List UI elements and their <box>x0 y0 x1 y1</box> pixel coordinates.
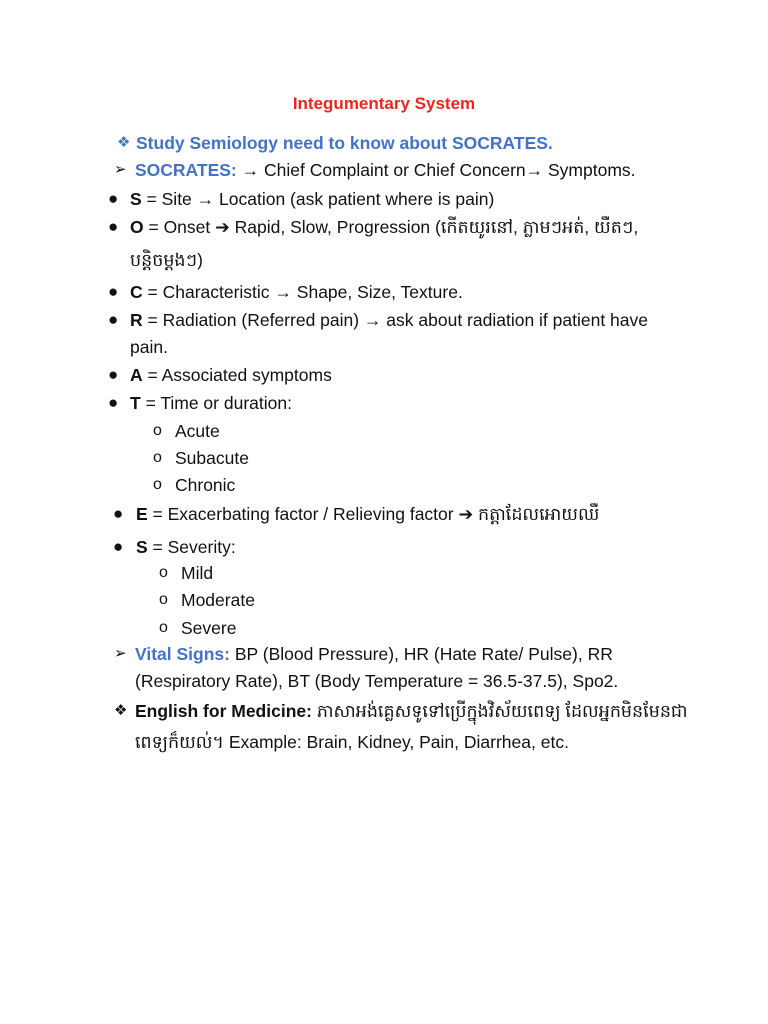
bullet-icon: ● <box>113 537 124 556</box>
circle-bullet-icon: o <box>159 619 168 636</box>
item-onset <box>130 216 638 238</box>
circle-bullet-icon: o <box>153 422 162 439</box>
socrates-text: → Chief Complaint or Chief Concern→ Symptoms. <box>236 160 636 180</box>
vital-signs-text: BP (Blood Pressure), HR (Hate Rate/ Pulse), RR <box>229 644 613 664</box>
page-title: Integumentary System <box>292 94 476 113</box>
item-characteristic <box>130 281 463 303</box>
item-radiation <box>130 309 648 331</box>
english-medicine-line <box>135 700 688 722</box>
item-key: C <box>130 282 143 302</box>
socrates-line <box>135 159 636 181</box>
circle-bullet-icon: o <box>153 449 162 466</box>
item-onset-continued: បន្តិចម្ដងៗ) <box>130 250 203 270</box>
item-text: = Characteristic → Shape, Size, Texture. <box>142 282 463 302</box>
item-key: S <box>136 537 148 557</box>
sub-item-acute: Acute <box>175 421 220 441</box>
bullet-icon: ● <box>108 282 119 301</box>
item-text: = Radiation (Referred pain) → ask about radiation if patient have <box>142 310 649 330</box>
sub-item-subacute: Subacute <box>175 448 249 468</box>
item-key: S <box>130 189 142 209</box>
socrates-label: SOCRATES: <box>135 160 237 180</box>
diamond-bullet-icon: ❖ <box>117 134 131 151</box>
item-key: R <box>130 310 143 330</box>
item-key: A <box>130 365 143 385</box>
item-text: = Onset ➔ Rapid, Slow, Progression (កើតយូរនៅ, ភ្លាមៗអត់, យឺតៗ, <box>143 217 639 237</box>
circle-bullet-icon: o <box>159 591 168 608</box>
item-text: = Site → Location (ask patient where is pain) <box>141 189 495 209</box>
sub-item-moderate: Moderate <box>181 590 255 610</box>
bullet-icon: ● <box>108 217 119 236</box>
item-text: = Severity: <box>147 537 236 557</box>
sub-item-chronic: Chronic <box>175 475 236 495</box>
item-severity <box>136 536 236 558</box>
item-radiation-continued: pain. <box>130 337 168 357</box>
bullet-icon: ● <box>108 393 119 412</box>
bullet-icon: ● <box>108 310 119 329</box>
item-time <box>130 392 292 414</box>
vital-signs-line <box>135 643 613 665</box>
item-text: = Exacerbating factor / Relieving factor ➔ កត្តាដែលអោយឈឺ <box>147 504 600 524</box>
item-text: = Associated symptoms <box>142 365 332 385</box>
sub-item-mild: Mild <box>181 563 214 583</box>
vital-signs-continued: (Respiratory Rate), BT (Body Temperature = 36.5-37.5), Spo2. <box>135 671 619 691</box>
study-semiology-line: Study Semiology need to know about SOCRATES. <box>136 133 553 153</box>
item-associated <box>130 364 332 386</box>
item-key: O <box>130 217 144 237</box>
circle-bullet-icon: o <box>159 564 168 581</box>
bullet-icon: ● <box>113 504 124 523</box>
circle-bullet-icon: o <box>153 476 162 493</box>
english-medicine-label: English for Medicine: <box>135 701 312 721</box>
item-text: = Time or duration: <box>140 393 292 413</box>
english-medicine-text: ភាសាអង់គ្លេសទូទៅប្រើក្នុងវិស័យពេទ្យ ដែលអ្នកមិនមែនជា <box>311 701 688 721</box>
english-medicine-continued: ពេទ្យក៏យល់។ Example: Brain, Kidney, Pain, Diarrhea, etc. <box>135 732 569 752</box>
diamond-bullet-icon: ❖ <box>114 702 128 719</box>
sub-item-severe: Severe <box>181 618 237 638</box>
bullet-icon: ● <box>108 189 119 208</box>
bullet-icon: ● <box>108 365 119 384</box>
item-site <box>130 188 494 210</box>
item-exacerbating <box>136 503 599 525</box>
item-key: T <box>130 393 141 413</box>
arrow-bullet-icon: ➢ <box>114 645 127 662</box>
arrow-bullet-icon: ➢ <box>114 161 127 178</box>
item-key: E <box>136 504 148 524</box>
vital-signs-label: Vital Signs: <box>135 644 230 664</box>
